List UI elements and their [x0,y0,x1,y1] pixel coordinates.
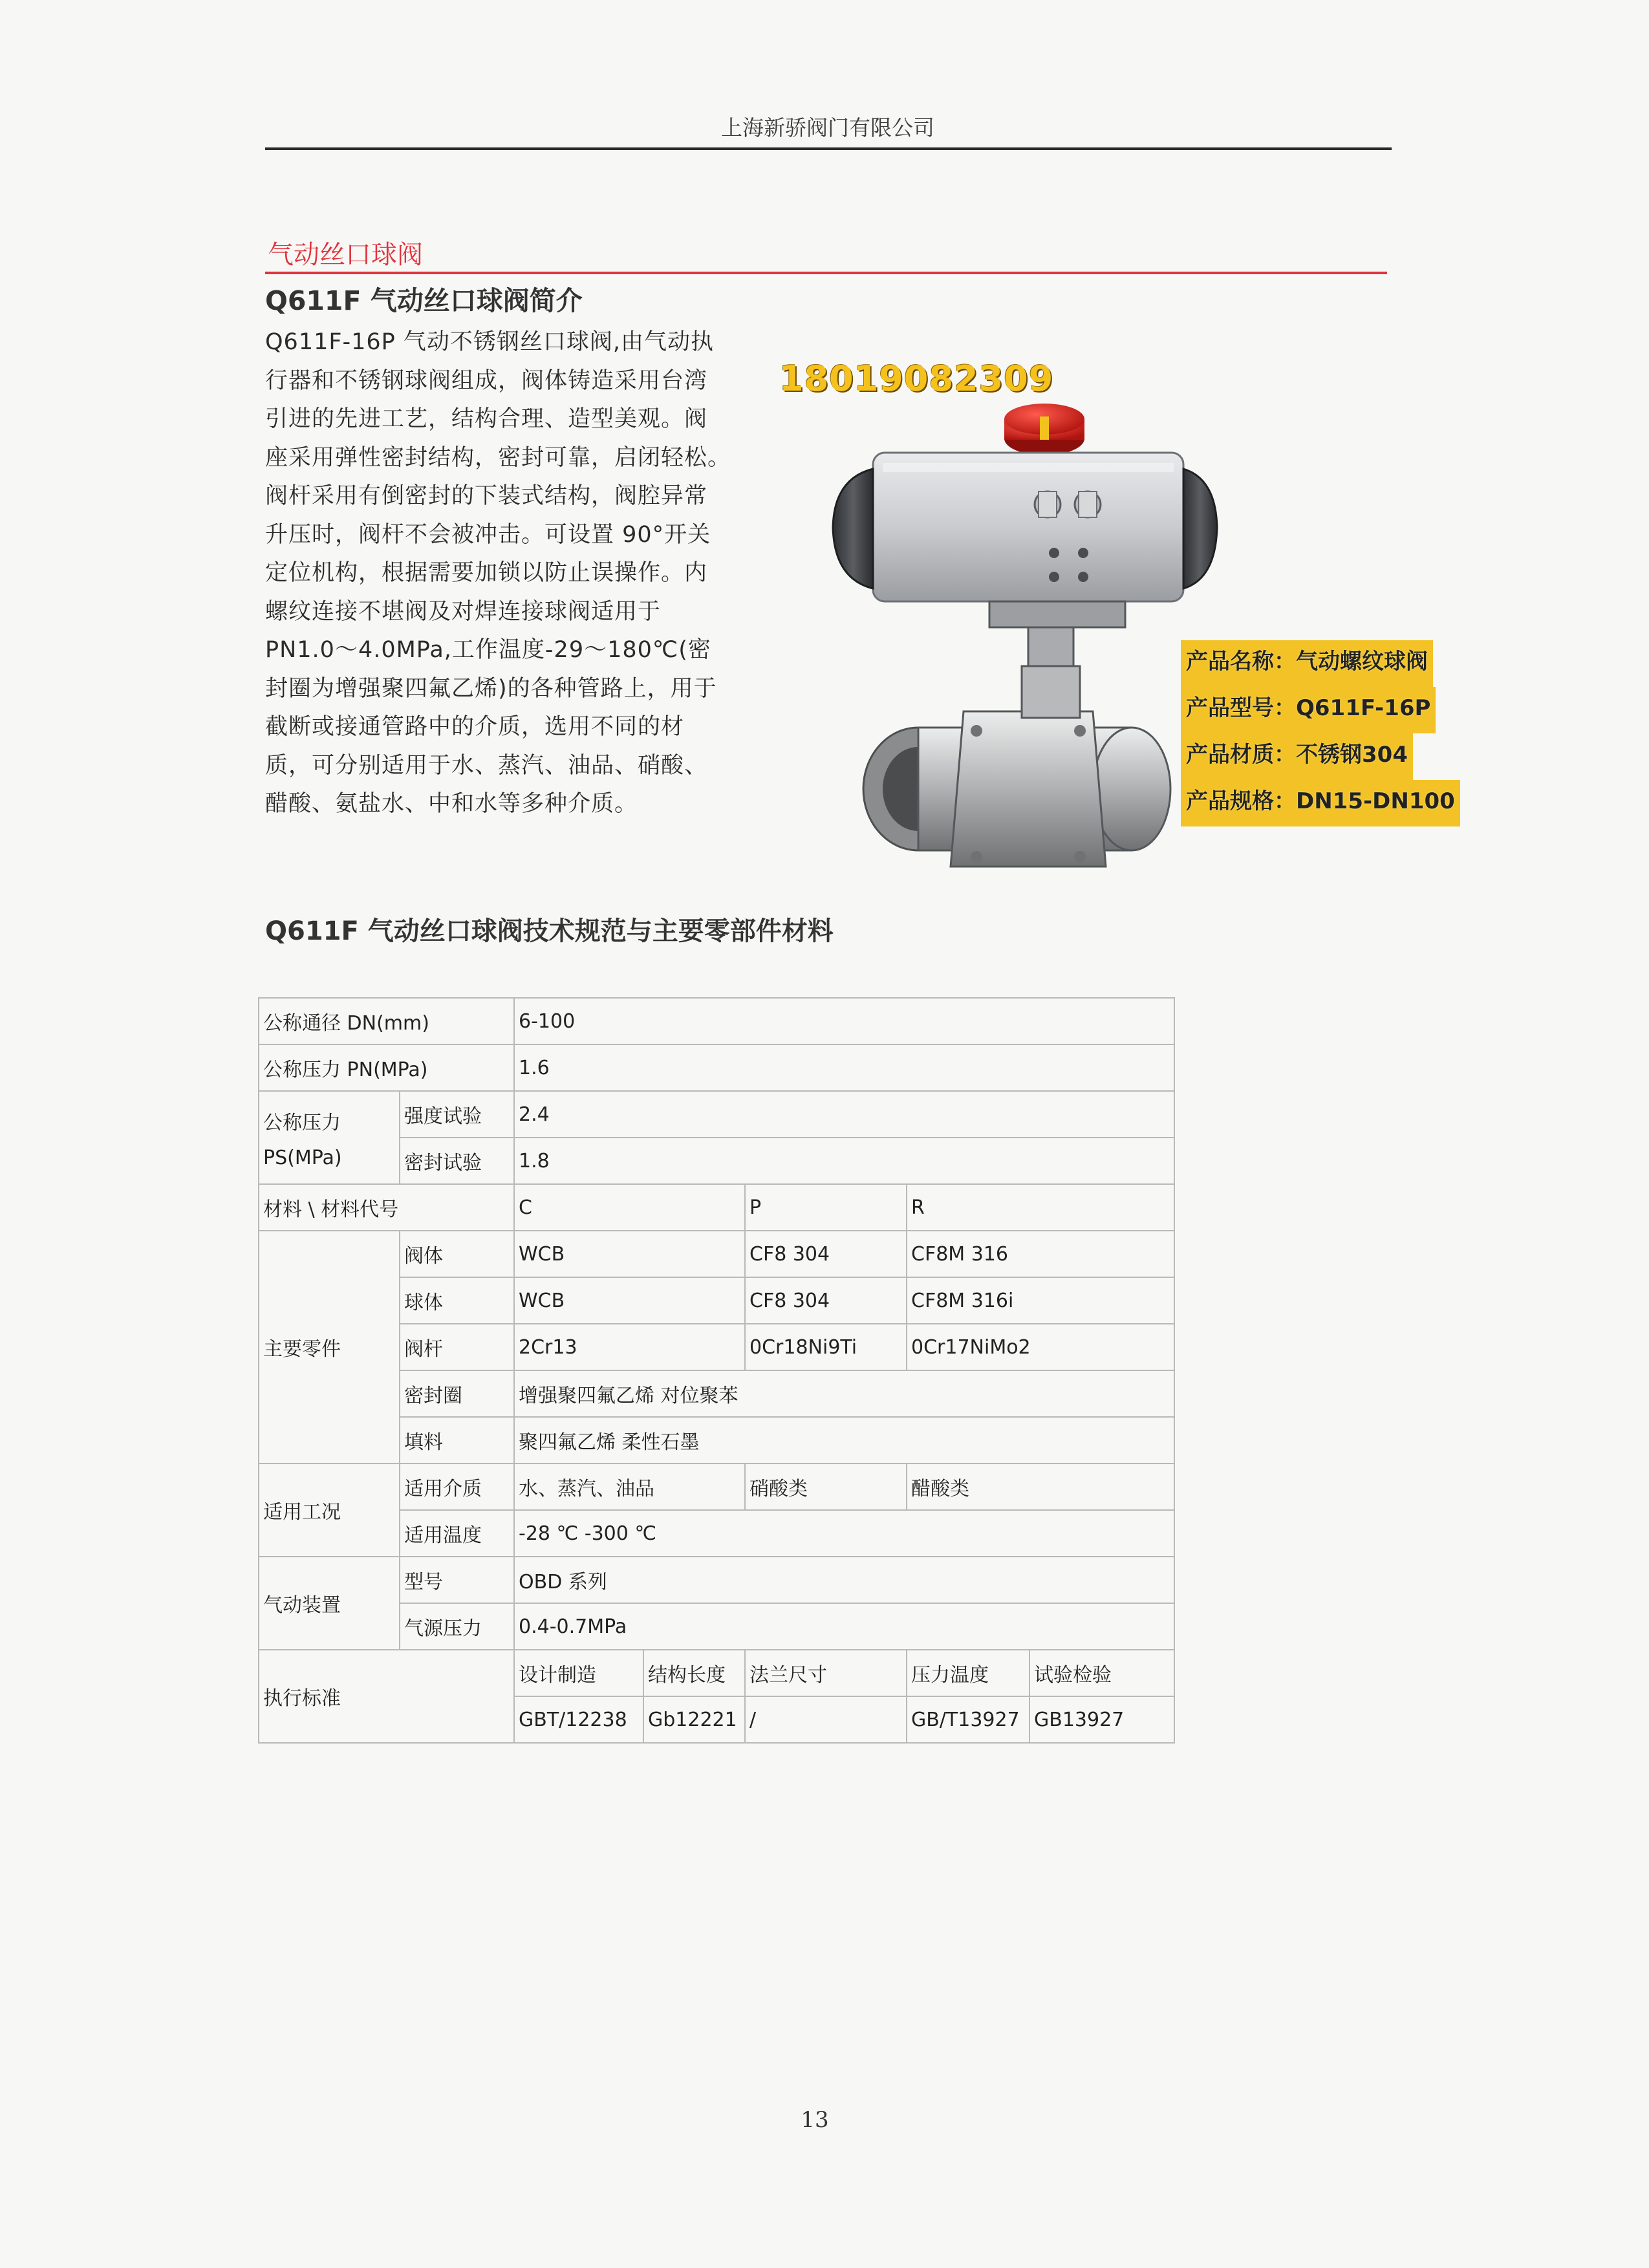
table-cell: 材料 \ 材料代号 [259,1184,514,1231]
table-cell: CF8M 316i [907,1277,1174,1324]
ps-label-line1: 公称压力 [263,1111,341,1134]
table-row [259,1231,1174,1277]
table-cell: CF8 304 [745,1277,907,1324]
table-cell: 1.6 [514,1044,1174,1091]
table-row [259,1463,1174,1510]
product-spec-labels [1181,640,1460,826]
table-row [259,1557,1174,1603]
table-cell: 醋酸类 [907,1463,1174,1510]
table-cell: 密封试验 [400,1138,514,1184]
table-cell: 气动装置 [259,1557,400,1650]
product-size-label: 产品规格：DN15-DN100 [1181,780,1460,826]
spec-table [258,997,1175,1744]
pneumatic-ball-valve-image [821,401,1222,876]
table-cell: 公称通径 DN(mm) [259,998,514,1044]
table-cell: 执行标准 [259,1650,514,1743]
table-cell: 公称压力 PN(MPa) [259,1044,514,1091]
intro-line: 截断或接通管路中的介质，选用不同的材 [265,714,685,740]
table-cell: OBD 系列 [514,1557,1174,1603]
table-cell [259,1091,400,1184]
company-header: 上海新骄阀门有限公司 [721,115,934,140]
phone-number: 18019082309 [779,358,1054,399]
section-divider [265,272,1387,274]
table-cell: CF8M 316 [907,1231,1174,1277]
intro-line: 升压时，阀杆不会被冲击。可设置 90°开关 [265,521,711,548]
table-cell: 1.8 [514,1138,1174,1184]
table-cell: 试验检验 [1029,1650,1174,1696]
table-cell: 型号 [400,1557,514,1603]
table-row [259,1044,1174,1091]
table-cell: CF8 304 [745,1231,907,1277]
intro-line: 座采用弹性密封结构，密封可靠，启闭轻松。 [265,444,731,471]
table-cell: R [907,1184,1174,1231]
table-cell: C [514,1184,745,1231]
table-cell: 硝酸类 [745,1463,907,1510]
intro-line: 行器和不锈钢球阀组成，阀体铸造采用台湾 [265,367,708,394]
table-cell: GBT/12238 [514,1696,643,1743]
table-cell: 阀体 [400,1231,514,1277]
intro-line: 封圈为增强聚四氟乙烯)的各种管路上，用于 [265,675,717,702]
table-cell: GB13927 [1029,1696,1174,1743]
table-cell: 增强聚四氟乙烯 对位聚苯 [514,1370,1174,1417]
table-cell: 气源压力 [400,1603,514,1650]
table-cell: P [745,1184,907,1231]
table-cell: 设计制造 [514,1650,643,1696]
table-cell: 球体 [400,1277,514,1324]
table-cell: 强度试验 [400,1091,514,1138]
table-heading: Q611F 气动丝口球阀技术规范与主要零部件材料 [265,916,834,946]
product-material-label: 产品材质：不锈钢304 [1181,733,1413,780]
page-number: 13 [801,2107,829,2133]
table-cell: 2.4 [514,1091,1174,1138]
table-cell: WCB [514,1277,745,1324]
table-cell: 结构长度 [643,1650,745,1696]
table-row [259,1184,1174,1231]
intro-line: 阀杆采用有倒密封的下装式结构，阀腔异常 [265,483,708,509]
intro-line: 定位机构，根据需要加锁以防止误操作。内 [265,560,708,586]
table-cell: 压力温度 [907,1650,1029,1696]
table-cell: 适用介质 [400,1463,514,1510]
section-title: 气动丝口球阀 [268,240,423,270]
intro-paragraph [265,323,731,824]
table-cell: 适用温度 [400,1510,514,1557]
table-cell: GB/T13927 [907,1696,1029,1743]
table-cell: 水、蒸汽、油品 [514,1463,745,1510]
table-cell: 适用工况 [259,1463,400,1557]
table-row [259,998,1174,1044]
intro-line: PN1.0～4.0MPa,工作温度-29～180℃(密 [265,637,711,663]
intro-line: 醋酸、氨盐水、中和水等多种介质。 [265,791,638,817]
table-cell: 0Cr18Ni9Ti [745,1324,907,1370]
table-cell: -28 ℃ -300 ℃ [514,1510,1174,1557]
table-cell: 0.4-0.7MPa [514,1603,1174,1650]
table-cell: 6-100 [514,998,1174,1044]
product-name-label: 产品名称：气动螺纹球阀 [1181,640,1433,687]
table-cell: WCB [514,1231,745,1277]
table-cell: 密封圈 [400,1370,514,1417]
table-cell: 2Cr13 [514,1324,745,1370]
ps-label-line2: PS(MPa) [263,1146,342,1169]
table-cell: 阀杆 [400,1324,514,1370]
table-row [259,1091,1174,1138]
table-cell: Gb12221 [643,1696,745,1743]
intro-heading: Q611F 气动丝口球阀简介 [265,285,583,316]
intro-line: 质，可分别适用于水、蒸汽、油品、硝酸、 [265,752,708,779]
table-cell: 0Cr17NiMo2 [907,1324,1174,1370]
table-cell: / [745,1696,907,1743]
intro-line: Q611F-16P 气动不锈钢丝口球阀,由气动执 [265,329,715,355]
product-model-label: 产品型号：Q611F-16P [1181,687,1436,733]
table-cell: 主要零件 [259,1231,400,1463]
table-cell: 聚四氟乙烯 柔性石墨 [514,1417,1174,1463]
intro-line: 引进的先进工艺，结构合理、造型美观。阀 [265,406,708,432]
intro-line: 螺纹连接不堪阀及对焊连接球阀适用于 [265,598,662,625]
header-divider [265,147,1392,150]
table-cell: 法兰尺寸 [745,1650,907,1696]
table-cell: 填料 [400,1417,514,1463]
table-row [259,1650,1174,1696]
